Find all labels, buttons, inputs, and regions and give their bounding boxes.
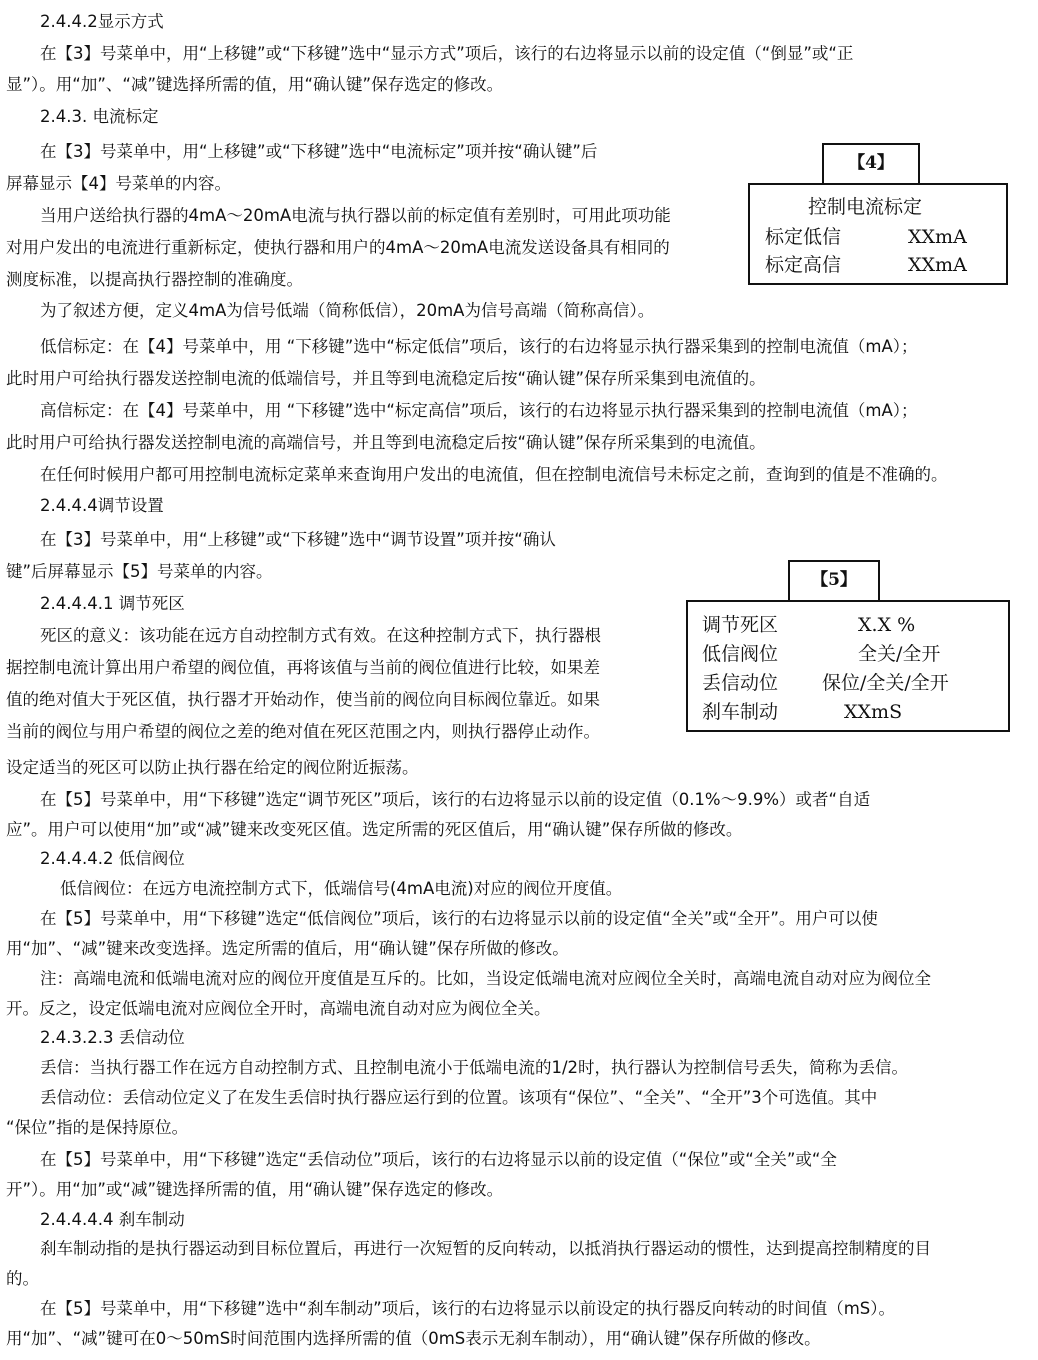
paragraph-line: 低信标定：在【4】号菜单中，用 “下移键”选中“标定低信”项后，该行的右边将显示执行器采集到的控制电流值（mA）；	[40, 337, 918, 356]
paragraph-line: 用“加”、“减”键可在0～50mS时间范围内选择所需的值（0mS表示无刹车制动），用“确认键”保存所做的修改。	[6, 1329, 821, 1348]
menu4-row-value: XXmA	[908, 226, 967, 248]
paragraph-line: 键”后屏幕显示【5】号菜单的内容。	[6, 562, 273, 581]
paragraph-line: 在任何时候用户都可用控制电流标定菜单来查询用户发出的电流值，但在控制电流信号未标定之前，查询到的值是不准确的。	[40, 465, 948, 484]
heading-2-4-4-2: 2.4.4.2显示方式	[40, 12, 164, 31]
menu4-row-value: XXmA	[908, 254, 967, 276]
heading-2-4-3: 2.4.3. 电流标定	[40, 107, 159, 126]
menu4-row-label: 标定高信	[765, 254, 842, 276]
paragraph-line: 开”）。用“加”或“减”键选择所需的值，用“确认键”保存选定的修改。	[6, 1180, 504, 1199]
paragraph-line: 死区的意义：该功能在远方自动控制方式有效。在这种控制方式下，执行器根	[40, 626, 601, 645]
paragraph-line: 在【5】号菜单中，用“下移键”选中“刹车制动”项后，该行的右边将显示以前设定的执行器反向转动的时间值（mS）。	[40, 1299, 895, 1318]
menu4-tag: 【4】	[822, 143, 920, 185]
menu5-row-value: XXmS	[844, 701, 903, 723]
paragraph-line: 在【5】号菜单中，用“下移键”选定“低信阀位”项后，该行的右边将显示以前的设定值“全关”或“全开”。用户可以使	[40, 909, 878, 928]
heading-2-4-4-4-1: 2.4.4.4.1 调节死区	[40, 594, 185, 613]
menu4-screen	[748, 183, 1008, 285]
paragraph-line: 在【3】号菜单中，用“上移键”或“下移键”选中“电流标定”项并按“确认键”后	[40, 142, 598, 161]
paragraph-line: 应”。用户可以使用“加”或“减”键来改变死区值。选定所需的死区值后，用“确认键”保存所做的修改。	[6, 820, 743, 839]
paragraph-line: 在【3】号菜单中，用“上移键”或“下移键”选中“显示方式”项后，该行的右边将显示以前的设定值（“倒显”或“正	[40, 44, 854, 63]
paragraph-line: 值的绝对值大于死区值，执行器才开始动作，使当前的阀位向目标阀位靠近。如果	[6, 690, 600, 709]
menu4-title: 控制电流标定	[808, 196, 923, 218]
paragraph-line: 注：高端电流和低端电流对应的阀位开度值是互斥的。比如，当设定低端电流对应阀位全关时，高端电流自动对应为阀位全	[40, 969, 931, 988]
paragraph-line: 丢信：当执行器工作在远方自动控制方式、且控制电流小于低端电流的1/2时，执行器认为控制信号丢失，简称为丢信。	[40, 1058, 909, 1077]
menu5-tag: 【5】	[788, 560, 880, 602]
paragraph-line: 的。	[6, 1269, 39, 1288]
menu5-row-label: 刹车制动	[702, 701, 779, 723]
paragraph-line: 用“加”、“减”键来改变选择。选定所需的值后，用“确认键”保存所做的修改。	[6, 939, 569, 958]
menu5-screen	[686, 600, 1010, 732]
paragraph-line: 在【3】号菜单中，用“上移键”或“下移键”选中“调节设置”项并按“确认	[40, 530, 556, 549]
paragraph-line: 显”）。用“加”、“减”键选择所需的值，用“确认键”保存选定的修改。	[6, 75, 504, 94]
paragraph-line: 当前的阀位与用户希望的阀位之差的绝对值在死区范围之内，则执行器停止动作。	[6, 722, 600, 741]
paragraph-line: 屏幕显示【4】号菜单的内容。	[6, 174, 231, 193]
menu5-row-value: X.X %	[858, 614, 916, 636]
paragraph-line: 为了叙述方便，定义4mA为信号低端（简称低信），20mA为信号高端（简称高信）。	[40, 301, 655, 320]
paragraph-line: 设定适当的死区可以防止执行器在给定的阀位附近振荡。	[6, 758, 419, 777]
paragraph-line: 当用户送给执行器的4mA～20mA电流与执行器以前的标定值有差别时，可用此项功能	[40, 206, 671, 225]
paragraph-line: 在【5】号菜单中，用“下移键”选定“调节死区”项后，该行的右边将显示以前的设定值（0.1%～9.9%）或者“自适	[40, 790, 871, 809]
paragraph-line: 高信标定：在【4】号菜单中，用 “下移键”选中“标定高信”项后，该行的右边将显示执行器采集到的控制电流值（mA）；	[40, 401, 918, 420]
paragraph-line: 开。反之，设定低端电流对应阀位全开时，高端电流自动对应为阀位全关。	[6, 999, 551, 1018]
menu5-row-label: 调节死区	[702, 614, 779, 636]
heading-2-4-3-2-3: 2.4.3.2.3 丢信动位	[40, 1028, 185, 1047]
paragraph-line: “保位”指的是保持原位。	[6, 1118, 189, 1137]
paragraph-line: 刹车制动指的是执行器运动到目标位置后，再进行一次短暂的反向转动，以抵消执行器运动的惯性，达到提高控制精度的目	[40, 1239, 931, 1258]
menu5-row-value: 全关/全开	[858, 643, 941, 665]
paragraph-line: 测度标准，以提高执行器控制的准确度。	[6, 270, 303, 289]
heading-2-4-4-4-4: 2.4.4.4.4 刹车制动	[40, 1210, 185, 1229]
paragraph-line: 在【5】号菜单中，用“下移键”选定“丢信动位”项后，该行的右边将显示以前的设定值（“保位”或“全关”或“全	[40, 1150, 837, 1169]
menu5-row-label: 丢信动位	[702, 672, 779, 694]
paragraph-line: 低信阀位：在远方电流控制方式下，低端信号(4mA电流)对应的阀位开度值。	[60, 879, 623, 898]
paragraph-line: 丢信动位：丢信动位定义了在发生丢信时执行器应运行到的位置。该项有“保位”、“全关”、“全开”3个可选值。其中	[40, 1088, 878, 1107]
menu4-row-label: 标定低信	[765, 226, 842, 248]
paragraph-line: 据控制电流计算出用户希望的阀位值，再将该值与当前的阀位值进行比较，如果差	[6, 658, 600, 677]
menu5-row-label: 低信阀位	[702, 643, 779, 665]
menu5-row-value: 保位/全关/全开	[822, 672, 949, 694]
heading-2-4-4-4: 2.4.4.4调节设置	[40, 496, 164, 515]
heading-2-4-4-4-2: 2.4.4.4.2 低信阀位	[40, 849, 185, 868]
paragraph-line: 此时用户可给执行器发送控制电流的高端信号，并且等到电流稳定后按“确认键”保存所采集到的电流值。	[6, 433, 766, 452]
paragraph-line: 此时用户可给执行器发送控制电流的低端信号，并且等到电流稳定后按“确认键”保存所采集到电流值的。	[6, 369, 766, 388]
paragraph-line: 对用户发出的电流进行重新标定，使执行器和用户的4mA～20mA电流发送设备具有相同的	[6, 238, 670, 257]
